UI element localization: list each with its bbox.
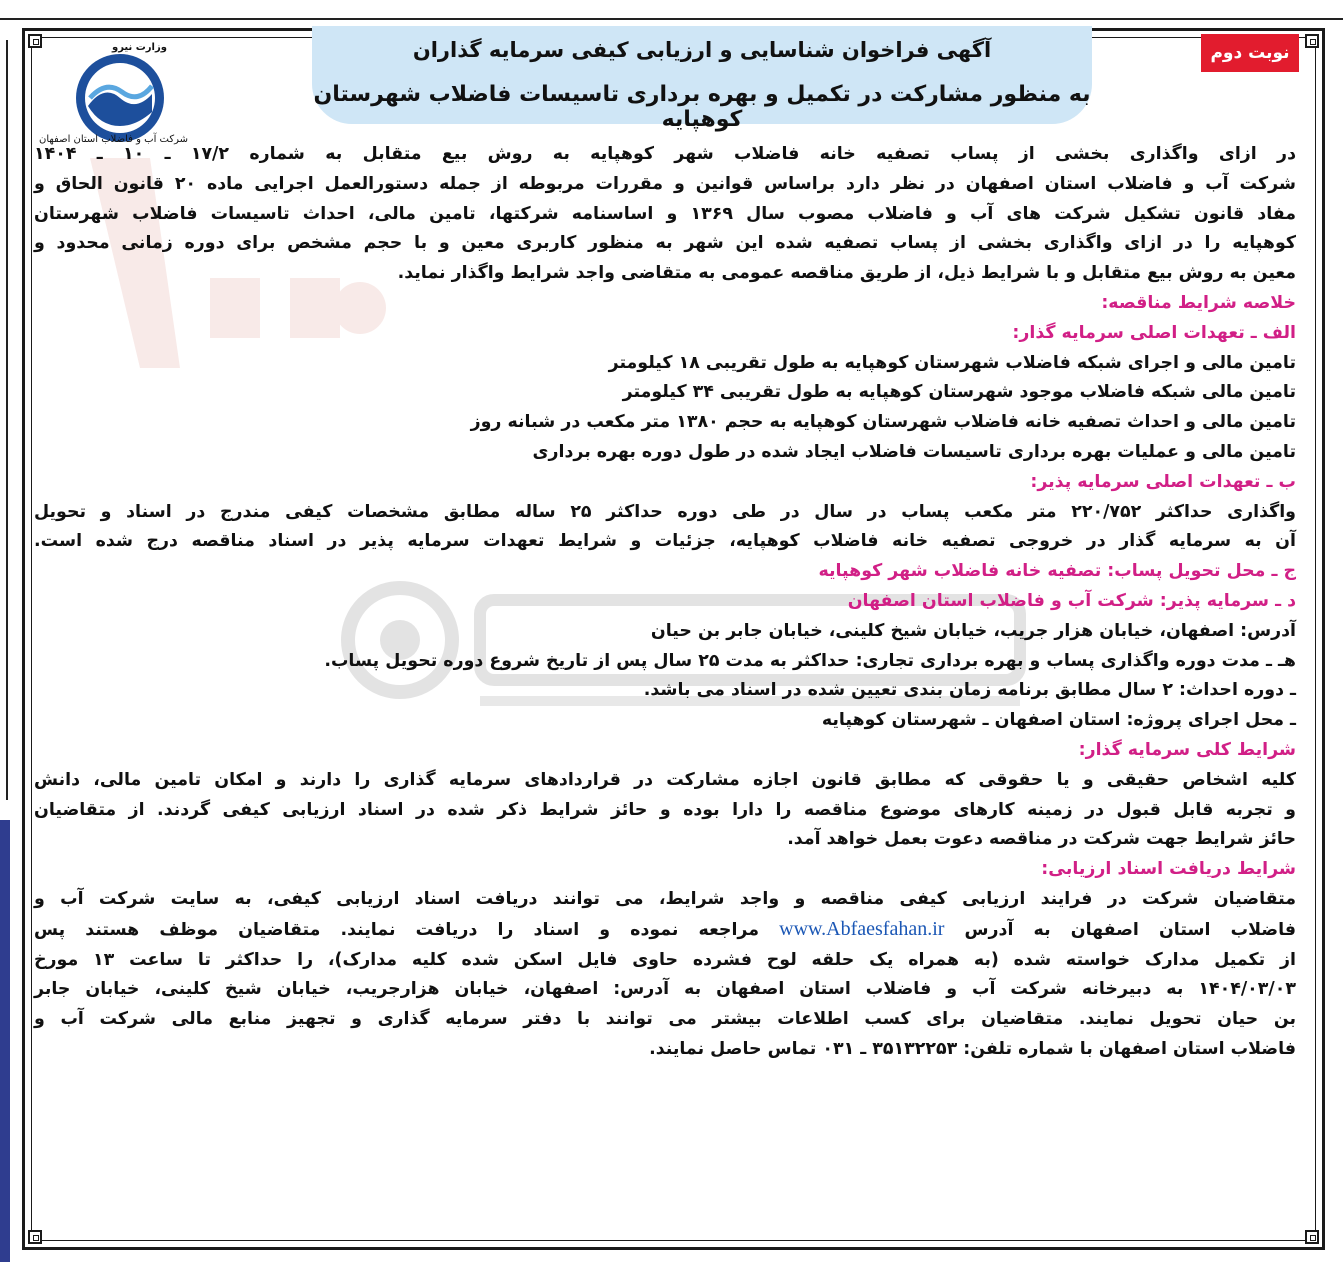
section-a-item: تامین مالی و عملیات بهره برداری تاسیسات فاضلاب ایجاد شده در طول دوره بهره برداری xyxy=(532,441,1296,462)
receive-line: از تکمیل مدارک خواسته شده (به همراه یک حلقه لوح فشرده حاوی فایل اسکن شده کلیه مدارک)، را حداکثر تا ساعت ۱۳ مورخ xyxy=(34,949,1296,970)
website-link[interactable]: www.Abfaesfahan.ir xyxy=(779,917,945,940)
detail-line: ـ دوره احداث: ۲ سال مطابق برنامه زمان بندی تعیین شده در اسناد می باشد. xyxy=(643,680,1296,701)
receive-line: بن حیان تحویل نمایند. متقاضیان برای کسب اطلاعات بیشتر می توانند با دفتر سرمایه گذاری و تجهیز منابع مالی شرکت آب و xyxy=(34,1009,1296,1030)
detail-line: ـ محل اجرای پروژه: استان اصفهان ـ شهرستان کوهپایه xyxy=(821,710,1296,731)
address-line: آدرس: اصفهان، خیابان هزار جریب، خیابان شیخ کلینی، خیابان جابر بن حیان xyxy=(650,620,1296,641)
intro-line: کوهپایه را در ازای واگذاری بخشی از پساب تصفیه شده این شهر به منظور کاربری معین و با حجم مشخص برای دوره زمانی محدود و xyxy=(34,233,1296,254)
header-subtitle: به منظور مشارکت در تکمیل و بهره برداری تاسیسات فاضلاب شهرستان کوهپایه xyxy=(313,82,1091,132)
section-b-line: آن به سرمایه گذار در خروجی تصفیه خانه فاضلاب کوهپایه، جزئیات و شرایط تعهدات سرمایه پذیر در اسناد مناقصه درج شده است. xyxy=(34,531,1296,552)
section-b-title: ب ـ تعهدات اصلی سرمایه پذیر: xyxy=(1030,471,1296,492)
intro-line: شرکت آب و فاضلاب استان اصفهان در نظر دارد براساس قوانین و مقررات مربوطه از جمله دستورالعمل اجرایی ماده ۲۰ قانون الحاق و xyxy=(34,173,1296,194)
corner-ornament xyxy=(28,34,42,48)
receive-line-start: فاضلاب استان اصفهان به آدرس xyxy=(964,919,1296,940)
left-color-bar xyxy=(0,820,10,1262)
general-line: حائز شرایط جهت شرکت در مناقصه دعوت بعمل خواهد آمد. xyxy=(787,829,1296,850)
logo-ministry-text: وزارت نیرو xyxy=(112,42,167,53)
header-banner xyxy=(312,26,1092,132)
corner-ornament xyxy=(1305,34,1319,48)
corner-ornament xyxy=(28,1230,42,1244)
receive-line: فاضلاب استان اصفهان با شماره تلفن: ۳۵۱۳۲۲۵۳ ـ ۰۳۱ تماس حاصل نمایند. xyxy=(649,1038,1296,1059)
receive-title: شرایط دریافت اسناد ارزیابی: xyxy=(1041,859,1296,880)
corner-ornament xyxy=(1305,1230,1319,1244)
section-a-title: الف ـ تعهدات اصلی سرمایه گذار: xyxy=(1012,322,1296,343)
section-a-item: تامین مالی و احداث تصفیه خانه فاضلاب شهرستان کوهپایه به حجم ۱۳۸۰ متر مکعب در شبانه روز xyxy=(470,412,1296,433)
round-badge: نوبت دوم xyxy=(1201,34,1299,72)
header-title: آگهی فراخوان شناسایی و ارزیابی کیفی سرمایه گذاران xyxy=(412,38,992,62)
ad-body xyxy=(34,140,1296,1065)
section-c: ج ـ محل تحویل پساب: تصفیه خانه فاضلاب شهر کوهپایه xyxy=(818,561,1296,582)
detail-line: هـ ـ مدت دوره واگذاری پساب و بهره برداری تجاری: حداکثر به مدت ۲۵ سال پس از تاریخ شروع دوره تحویل پساب. xyxy=(324,650,1296,671)
receive-line-end: مراجعه نموده و اسناد را دریافت نمایند. متقاضیان موظف هستند پس xyxy=(34,919,760,940)
intro-line: معین به روش بیع متقابل و با شرایط ذیل، از طریق مناقصه عمومی به متقاضی واجد شرایط واگذار نماید. xyxy=(397,263,1296,284)
section-a-item: تامین مالی شبکه فاضلاب موجود شهرستان کوهپایه به طول تقریبی ۳۴ کیلومتر xyxy=(622,382,1296,403)
receive-line-with-url xyxy=(34,915,1296,946)
section-a-item: تامین مالی و اجرای شبکه فاضلاب شهرستان کوهپایه به طول تقریبی ۱۸ کیلومتر xyxy=(608,352,1296,373)
section-b-line: واگذاری حداکثر ۲۲۰/۷۵۲ متر مکعب پساب در سال در طی دوره حداکثر ۲۵ ساله مطابق مشخصات کیفی مندرج در اسناد و تحویل xyxy=(34,501,1296,522)
general-line: کلیه اشخاص حقیقی و یا حقوقی که مطابق قانون اجازه مشارکت در قراردادهای سرمایه گذاری را دارند و امکان تامین مالی، دانش xyxy=(34,769,1296,790)
intro-line: مفاد قانون تشکیل شرکت های آب و فاضلاب مصوب سال ۱۳۶۹ و اساسنامه شرکتها، تامین مالی، احداث تاسیسات فاضلاب شهرستان xyxy=(34,203,1297,224)
receive-line: ۱۴۰۴/۰۳/۰۳ به دبیرخانه شرکت آب و فاضلاب استان اصفهان به آدرس: اصفهان، خیابان هزارجریب، خیابان شیخ کلینی، خیابان جابر xyxy=(34,979,1296,1000)
summary-title: خلاصه شرایط مناقصه: xyxy=(1101,292,1296,313)
section-d: د ـ سرمایه پذیر: شرکت آب و فاضلاب استان اصفهان xyxy=(847,590,1296,611)
general-title: شرایط کلی سرمایه گذار: xyxy=(1078,739,1296,760)
receive-line: متقاضیان شرکت در فرایند ارزیابی کیفی مناقصه و واجد شرایط، می توانند دریافت اسناد ارزیابی کیفی، به سایت شرکت آب و xyxy=(34,888,1296,909)
left-page-edge xyxy=(0,40,8,800)
top-strip xyxy=(0,0,1343,20)
intro-line: در ازای واگذاری بخشی از پساب تصفیه خانه فاضلاب شهر کوهپایه به روش بیع متقابل به شماره ۱۷/۲ ـ ۱۰ ـ ۱۴۰۴ xyxy=(34,144,1296,164)
logo-company-text: شرکت آب و فاضلاب استان اصفهان xyxy=(39,134,188,145)
general-line: و تجربه قابل قبول در زمینه کارهای موضوع مناقصه را دارا بوده و حائز شرایط ذکر شده در اسناد ارزیابی کیفی گردند. از متقاضیان xyxy=(34,799,1296,820)
